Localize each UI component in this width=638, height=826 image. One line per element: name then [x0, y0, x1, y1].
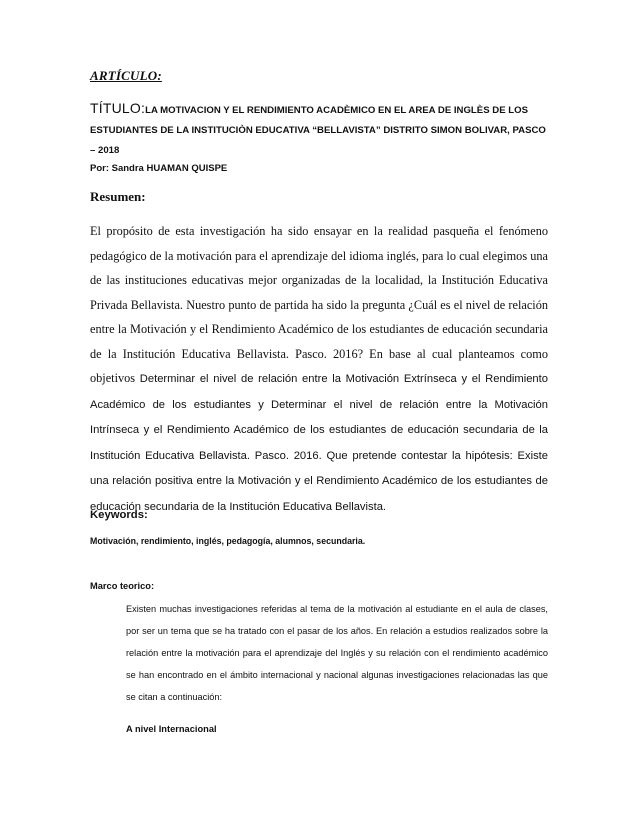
article-label: ARTÍCULO: — [90, 68, 162, 83]
abstract-text-sans: Determinar el nivel de relación entre la Motivación Extrínseca y el Rendimiento Académico de los estudiantes y Determinar el nivel de relación entre la Motivación Intrínseca y el Rendimiento Académico de los estudiantes de educación secundaria de la Institución Educativa Bellavista. Pasco. 2016. Que pretende contestar la hipótesis: Existe una relación positiva entre la Motivación y el Rendimiento Académico de los estudiantes de educación secundaria de la Institución Educativa Bellavista. — [90, 373, 548, 513]
theory-paragraph: Existen muchas investigaciones referidas al tema de la motivación al estudiante en el aula de clases, por ser un tema que se ha tratado con el pasar de los años. En relación a estudios realizados sobre la relación entre la motivación para el aprendizaje del Inglés y su relación con el rendimiento académico se han encontrado en el ámbito internacional y nacional algunas investigaciones relacionadas las que se citan a continuación: — [126, 604, 548, 702]
abstract-text-serif: El propósito de esta investigación ha sido ensayar en la realidad pasqueña el fenómeno pedagógico de la motivación para el aprendizaje del idioma inglés, para lo cual elegimos una de las instituciones educativas mejor organizadas de la localidad, la Institución Educativa Privada Bellavista. Nuestro punto de partida ha sido la pregunta ¿Cuál es el nivel de relación entre la Motivación y el Rendimiento Académico de los estudiantes de educación secundaria de la Institución Educativa Bellavista. Pasco. 2016? En base al cual planteamos como objetivos — [90, 224, 548, 385]
article-title — [90, 98, 550, 161]
title-label: TÍTULO: — [90, 100, 146, 116]
keywords-heading: Keywords: — [90, 509, 148, 521]
theory-heading: Marco teorico: — [90, 581, 155, 591]
abstract-heading: Resumen: — [90, 189, 146, 204]
title-text: LA MOTIVACION Y EL RENDIMIENTO ACADÈMICO EN EL AREA DE INGLÈS DE LOS ESTUDIANTES DE LA INSTITUCIÒN EDUCATIVA “BELLAVISTA” DISTRITO SIMON BOLIVAR, PASCO – 2018 — [90, 105, 546, 156]
international-subheading: A nivel Internacional — [126, 724, 217, 734]
keywords-list: Motivación, rendimiento, inglés, pedagogía, alumnos, secundaria. — [90, 536, 366, 546]
author-line: Por: Sandra HUAMAN QUISPE — [90, 163, 228, 174]
abstract-paragraph — [90, 219, 548, 519]
